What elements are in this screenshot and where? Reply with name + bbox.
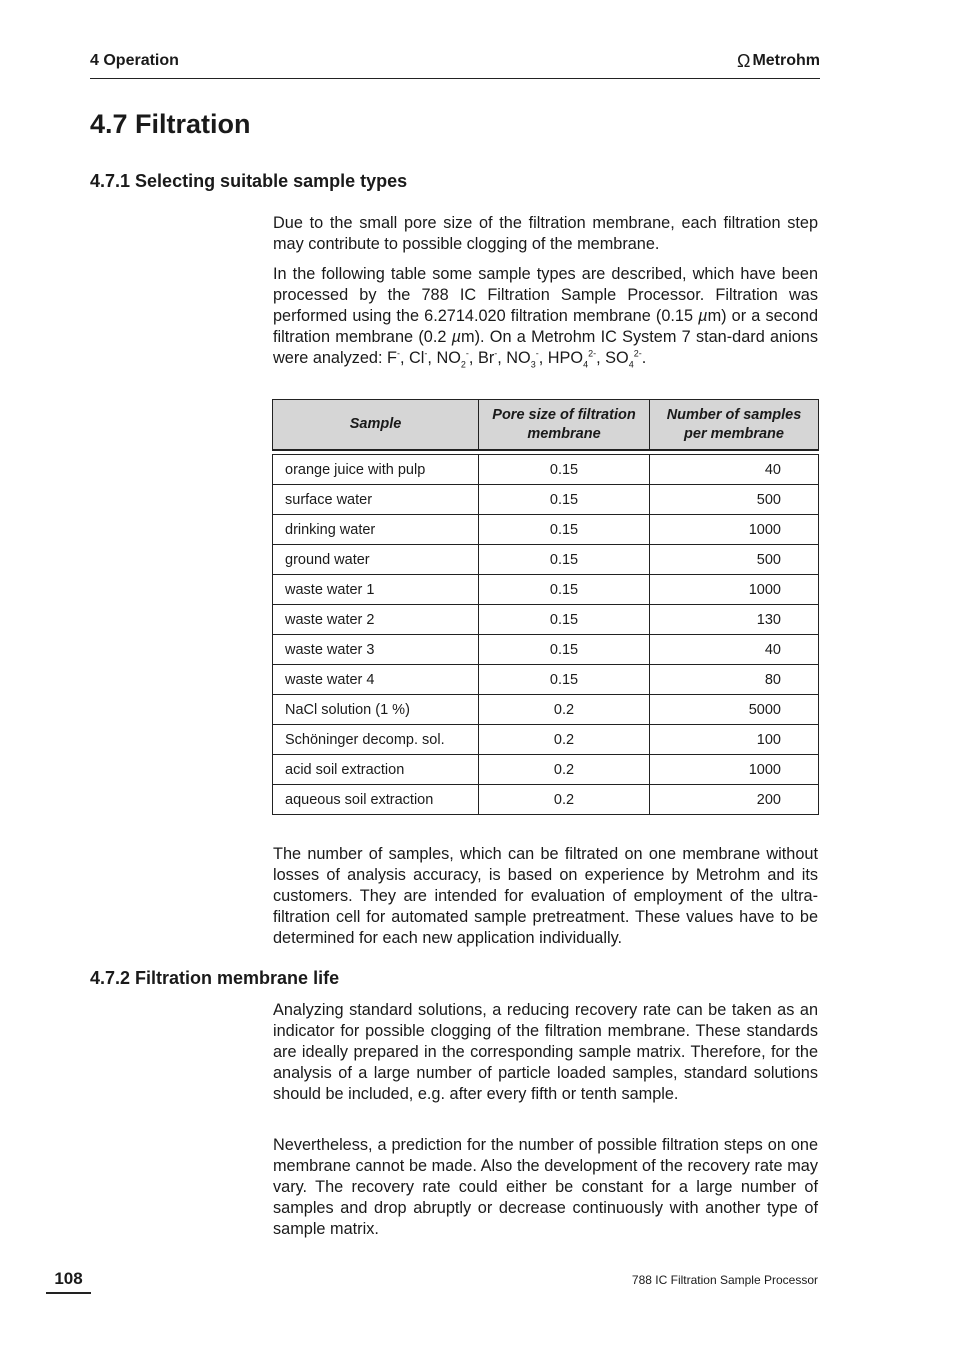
cell-sample: waste water 2: [273, 605, 479, 635]
table-row: [273, 635, 819, 665]
sample-types-table: [272, 399, 819, 815]
cell-sample: ground water: [273, 545, 479, 575]
table-row: [273, 515, 819, 545]
table-row: [273, 755, 819, 785]
footer-document-title: 788 IC Filtration Sample Processor: [631, 1273, 818, 1287]
cell-number-samples: 80: [650, 665, 819, 695]
cell-sample: surface water: [273, 485, 479, 515]
table-row: [273, 455, 819, 485]
cell-sample: acid soil extraction: [273, 755, 479, 785]
paragraph-sample-count-note: The number of samples, which can be filtrated on one membrane without losses of analysis accuracy, is based on experience by Metrohm and its customers. They are intended for evaluation of employment of the ultra-filtration cell for automated sample pretreatment. These values have to be determined for each new application individually.: [273, 845, 818, 947]
cell-sample: drinking water: [273, 515, 479, 545]
table-row: [273, 725, 819, 755]
cell-sample: aqueous soil extraction: [273, 785, 479, 815]
cell-number-samples: 100: [650, 725, 819, 755]
cell-sample: waste water 4: [273, 665, 479, 695]
cell-sample: NaCl solution (1 %): [273, 695, 479, 725]
cell-sample: waste water 1: [273, 575, 479, 605]
table-header-row: [273, 400, 819, 451]
cell-number-samples: 40: [650, 455, 819, 485]
cell-number-samples: 1000: [650, 515, 819, 545]
cell-number-samples: 500: [650, 545, 819, 575]
page-header: [90, 50, 820, 79]
cell-pore-size: 0.2: [479, 695, 650, 725]
header-section-label: 4 Operation: [90, 52, 179, 69]
section-heading-membrane-life: 4.7.2 Filtration membrane life: [90, 968, 340, 988]
column-header-sample: Sample: [273, 400, 479, 451]
cell-pore-size: 0.2: [479, 725, 650, 755]
column-header-pore-size: Pore size of filtration membrane: [479, 400, 650, 451]
brand-logo: [737, 52, 820, 70]
column-header-number-samples: Number of samples per membrane: [650, 400, 819, 451]
table-row: [273, 485, 819, 515]
cell-number-samples: 200: [650, 785, 819, 815]
cell-pore-size: 0.15: [479, 575, 650, 605]
table-row: [273, 605, 819, 635]
cell-pore-size: 0.15: [479, 485, 650, 515]
metrohm-omega-icon: Ω: [736, 51, 751, 71]
paragraph-processing: In the following table some sample types are described, which have been processed by the 788 IC Filtration Sample Processor. Filtration was performed using the 6.2714.020 filtration membrane (0.15 µm) or a second filtration membrane (0.2 µm). On a Metrohm IC System 7 stan-dard anions were analyzed: F-, Cl-, $NO_2^-$, Br-, $NO_3^-$, $HPO_4^{2-}$, $SO_4^{2-}$.: [273, 265, 818, 370]
cell-pore-size: 0.15: [479, 545, 650, 575]
page-title: 4.7 Filtration: [90, 109, 251, 139]
cell-sample: waste water 3: [273, 635, 479, 665]
cell-number-samples: 5000: [650, 695, 819, 725]
table-row: [273, 665, 819, 695]
cell-pore-size: 0.15: [479, 665, 650, 695]
table-row: [273, 785, 819, 815]
cell-number-samples: 1000: [650, 755, 819, 785]
page-number: 108: [46, 1266, 91, 1294]
cell-pore-size: 0.15: [479, 455, 650, 485]
cell-pore-size: 0.2: [479, 755, 650, 785]
cell-sample: orange juice with pulp: [273, 455, 479, 485]
table-row: [273, 545, 819, 575]
paragraph-recovery-rate: Analyzing standard solutions, a reducing recovery rate can be taken as an indicator for possible clogging of the filtration membrane. These standards are ideally prepared in the corresponding sample matrix. Therefore, for the analysis of a large number of particle loaded samples, standard solutions should be included, e.g. after every fifth or tenth sample.: [273, 1001, 818, 1103]
paragraph-prediction: Nevertheless, a prediction for the number of possible filtration steps on one membrane cannot be made. Also the development of the recovery rate may vary. The recovery rate could either be constant for a large number of samples and drop abruptly or decrease continuously with another type of sample matrix.: [273, 1136, 818, 1238]
table-row: [273, 695, 819, 725]
cell-sample: Schöninger decomp. sol.: [273, 725, 479, 755]
paragraph-intro: Due to the small pore size of the filtration membrane, each filtration step may contribute to possible clogging of the membrane.: [273, 214, 818, 253]
cell-pore-size: 0.15: [479, 605, 650, 635]
cell-number-samples: 130: [650, 605, 819, 635]
cell-pore-size: 0.2: [479, 785, 650, 815]
cell-pore-size: 0.15: [479, 515, 650, 545]
table-row: [273, 575, 819, 605]
cell-number-samples: 1000: [650, 575, 819, 605]
cell-number-samples: 500: [650, 485, 819, 515]
section-heading-selecting-samples: 4.7.1 Selecting suitable sample types: [90, 171, 408, 191]
cell-pore-size: 0.15: [479, 635, 650, 665]
cell-number-samples: 40: [650, 635, 819, 665]
brand-name: Metrohm: [752, 52, 820, 69]
